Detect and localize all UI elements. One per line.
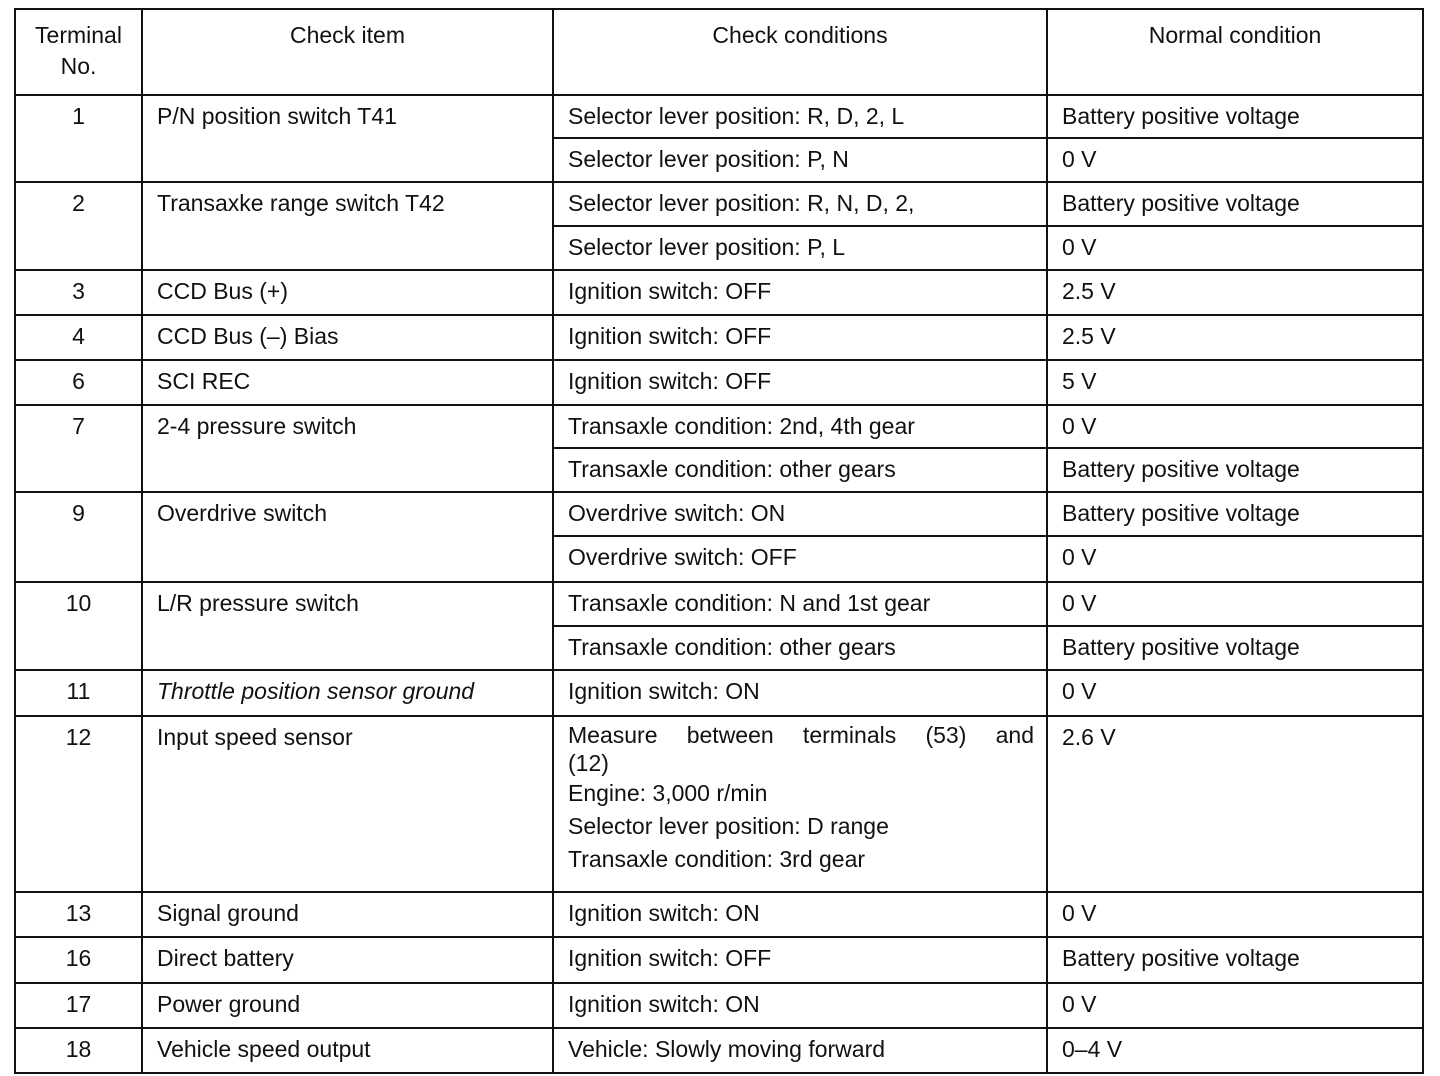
check-item: Power ground: [142, 983, 553, 1028]
check-item: Signal ground: [142, 892, 553, 937]
normal-condition: 0–4 V: [1047, 1028, 1423, 1073]
check-item: L/R pressure switch: [142, 582, 553, 670]
table-row: [15, 315, 1423, 360]
check-condition: Vehicle: Slowly moving forward: [553, 1028, 1047, 1073]
check-condition: Overdrive switch: ON: [553, 492, 1047, 536]
normal-condition: 0 V: [1047, 983, 1423, 1028]
terminal-number: 11: [15, 670, 142, 716]
check-item: Throttle position sensor ground: [142, 670, 553, 716]
terminal-number: 10: [15, 582, 142, 670]
check-item: Direct battery: [142, 937, 553, 983]
check-item: Overdrive switch: [142, 492, 553, 582]
header-normal-condition: Normal condition: [1047, 9, 1423, 95]
check-item: CCD Bus (–) Bias: [142, 315, 553, 360]
normal-condition: Battery positive voltage: [1047, 937, 1423, 983]
check-item: 2-4 pressure switch: [142, 405, 553, 492]
terminal-number: 9: [15, 492, 142, 582]
terminal-check-table: [14, 8, 1424, 1074]
terminal-number: 1: [15, 95, 142, 182]
terminal-number: 17: [15, 983, 142, 1028]
normal-condition: Battery positive voltage: [1047, 182, 1423, 226]
table-row: [15, 360, 1423, 405]
check-condition: Selector lever position: P, L: [553, 226, 1047, 270]
check-item: Transaxke range switch T42: [142, 182, 553, 270]
normal-condition: 2.5 V: [1047, 270, 1423, 315]
normal-condition: 5 V: [1047, 360, 1423, 405]
header-check-conditions: Check conditions: [553, 9, 1047, 95]
check-condition: Transaxle condition: other gears: [553, 448, 1047, 492]
terminal-number: 4: [15, 315, 142, 360]
normal-condition: 0 V: [1047, 892, 1423, 937]
normal-condition: 0 V: [1047, 582, 1423, 626]
header-row: [15, 9, 1423, 95]
check-condition: Overdrive switch: OFF: [553, 536, 1047, 582]
terminal-number: 6: [15, 360, 142, 405]
table-row: [15, 182, 1423, 226]
terminal-number: 7: [15, 405, 142, 492]
normal-condition: 2.6 V: [1047, 716, 1423, 892]
table-row: [15, 405, 1423, 448]
check-condition: Selector lever position: P, N: [553, 138, 1047, 182]
normal-condition: Battery positive voltage: [1047, 492, 1423, 536]
header-terminal: Terminal No.: [15, 9, 142, 95]
check-item: SCI REC: [142, 360, 553, 405]
normal-condition: 2.5 V: [1047, 315, 1423, 360]
normal-condition: 0 V: [1047, 536, 1423, 582]
check-condition: Selector lever position: R, N, D, 2,: [553, 182, 1047, 226]
table-row: [15, 670, 1423, 716]
condition-line: Selector lever position: D range: [568, 813, 889, 839]
condition-line: Engine: 3,000 r/min: [568, 780, 768, 806]
check-item: P/N position switch T41: [142, 95, 553, 182]
table-row: [15, 937, 1423, 983]
check-condition: Transaxle condition: 2nd, 4th gear: [553, 405, 1047, 448]
check-condition: Transaxle condition: N and 1st gear: [553, 582, 1047, 626]
table-row: [15, 983, 1423, 1028]
check-condition: Ignition switch: ON: [553, 670, 1047, 716]
normal-condition: Battery positive voltage: [1047, 95, 1423, 138]
check-condition: Ignition switch: OFF: [553, 360, 1047, 405]
table-row: [15, 270, 1423, 315]
header-check-item: Check item: [142, 9, 553, 95]
condition-line: (12): [568, 750, 609, 776]
terminal-number: 18: [15, 1028, 142, 1073]
table-row: [15, 716, 1423, 892]
table-row: [15, 492, 1423, 536]
terminal-number: 3: [15, 270, 142, 315]
normal-condition: 0 V: [1047, 405, 1423, 448]
table-row: [15, 95, 1423, 138]
normal-condition: Battery positive voltage: [1047, 626, 1423, 670]
check-condition: [553, 716, 1047, 892]
condition-line: Measure between terminals (53) and: [568, 722, 1034, 748]
normal-condition: 0 V: [1047, 670, 1423, 716]
check-condition: Ignition switch: ON: [553, 892, 1047, 937]
check-item: Vehicle speed output: [142, 1028, 553, 1073]
table-row: [15, 892, 1423, 937]
normal-condition: 0 V: [1047, 226, 1423, 270]
terminal-number: 12: [15, 716, 142, 892]
condition-line: Transaxle condition: 3rd gear: [568, 846, 866, 872]
check-condition: Transaxle condition: other gears: [553, 626, 1047, 670]
check-condition: Ignition switch: ON: [553, 983, 1047, 1028]
check-item: CCD Bus (+): [142, 270, 553, 315]
check-condition: Ignition switch: OFF: [553, 937, 1047, 983]
check-condition: Selector lever position: R, D, 2, L: [553, 95, 1047, 138]
check-condition: Ignition switch: OFF: [553, 270, 1047, 315]
terminal-number: 2: [15, 182, 142, 270]
table-row: [15, 582, 1423, 626]
terminal-number: 13: [15, 892, 142, 937]
check-item: Input speed sensor: [142, 716, 553, 892]
normal-condition: Battery positive voltage: [1047, 448, 1423, 492]
check-condition: Ignition switch: OFF: [553, 315, 1047, 360]
normal-condition: 0 V: [1047, 138, 1423, 182]
terminal-number: 16: [15, 937, 142, 983]
table-row: [15, 1028, 1423, 1073]
